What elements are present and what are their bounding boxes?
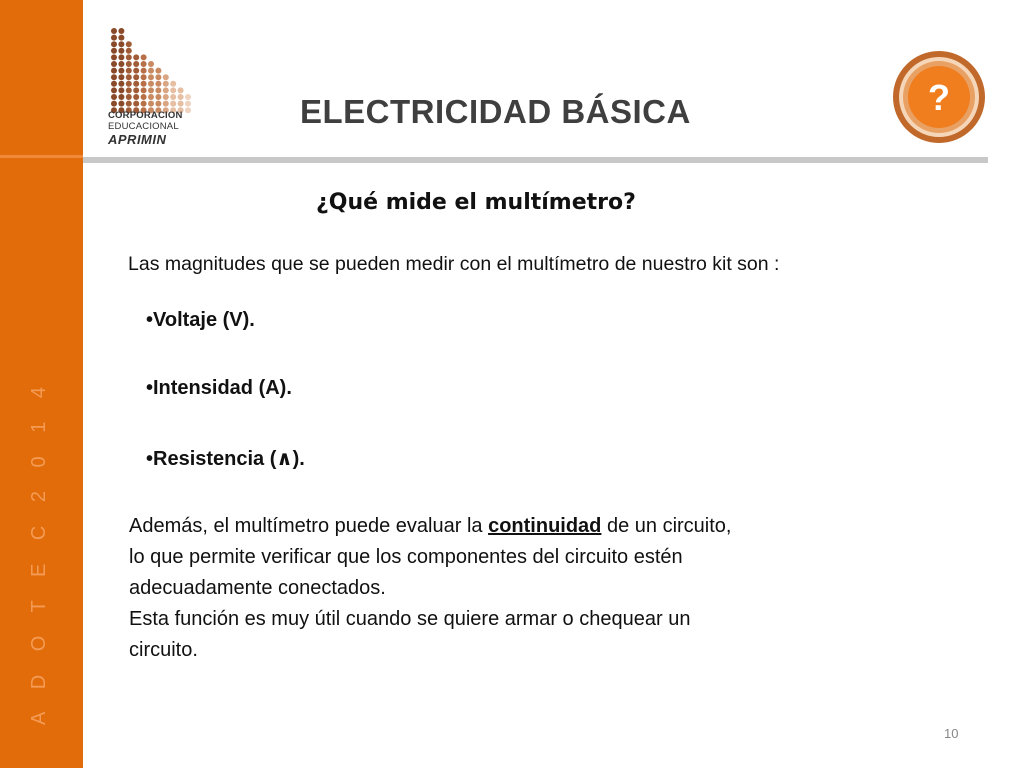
paragraph-line5: circuito. — [129, 639, 198, 661]
badge-symbol: ? — [928, 77, 950, 118]
sidebar-vertical-text: A D O T E C 2 0 1 4 — [28, 377, 50, 725]
header-divider — [83, 157, 988, 163]
page-title: ELECTRICIDAD BÁSICA — [300, 93, 691, 130]
paragraph-line2: lo que permite verificar que los componentes del circuito estén — [129, 546, 683, 568]
bullet-voltage: •Voltaje (V). — [146, 309, 255, 331]
logo-text-line3: APRIMIN — [108, 132, 167, 147]
bullet-resistance: •Resistencia (∧). — [146, 448, 305, 470]
paragraph-line4: Esta función es muy útil cuando se quiere armar o chequear un — [129, 608, 691, 630]
bullet-current: •Intensidad (A). — [146, 377, 292, 399]
continuity-paragraph — [129, 511, 889, 666]
paragraph-line3: adecuadamente conectados. — [129, 577, 386, 599]
paragraph-line1: Además, el multímetro puede evaluar la continuidad de un circuito, — [129, 515, 732, 537]
page-number: 10 — [944, 726, 959, 741]
question-badge-icon — [890, 48, 988, 146]
sidebar-divider — [0, 155, 83, 158]
logo-text-line2: EDUCACIONAL — [108, 121, 179, 132]
intro-text: Las magnitudes que se pueden medir con el multímetro de nuestro kit son : — [128, 253, 780, 275]
logo-text-line1: CORPORACION — [108, 110, 183, 121]
section-subtitle: ¿Qué mide el multímetro? — [316, 190, 636, 215]
continuity-emphasis: continuidad — [488, 515, 602, 537]
